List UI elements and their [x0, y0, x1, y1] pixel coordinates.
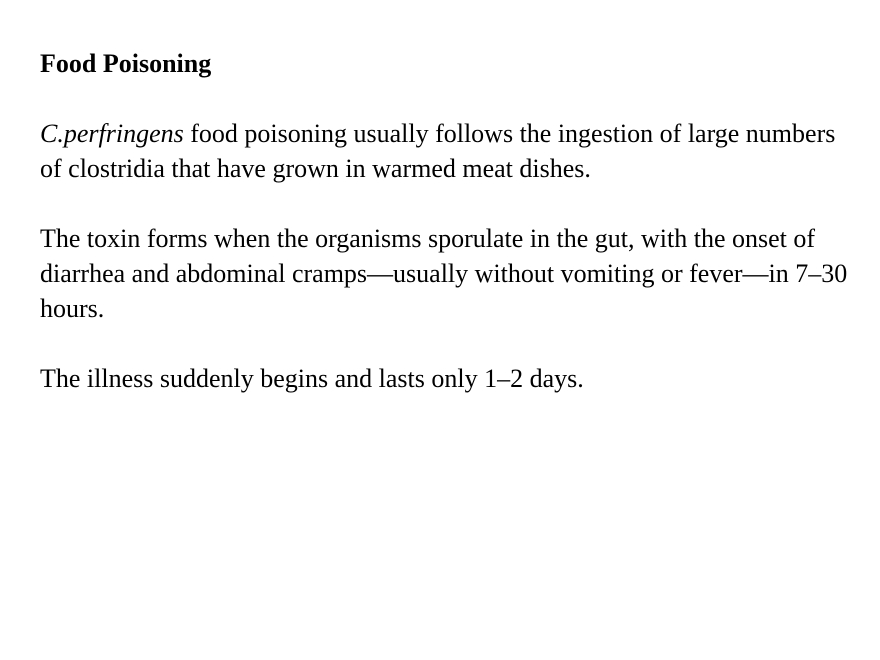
slide-content	[40, 46, 850, 396]
paragraph-text: The illness suddenly begins and lasts only 1–2 days.	[40, 364, 584, 393]
species-name: C.perfringens	[40, 119, 184, 148]
slide-title: Food Poisoning	[40, 49, 212, 78]
paragraph-perfringens	[40, 116, 850, 186]
paragraph-text: The toxin forms when the organisms sporulate in the gut, with the onset of diarrhea and abdominal cramps—usually without vomiting or fever—in 7–30 hours.	[40, 224, 848, 323]
paragraph-text: food poisoning usually follows the ingestion of large numbers of clostridia that have grown in warmed meat dishes.	[40, 119, 836, 183]
paragraph-duration	[40, 361, 850, 396]
paragraph-toxin	[40, 221, 850, 326]
